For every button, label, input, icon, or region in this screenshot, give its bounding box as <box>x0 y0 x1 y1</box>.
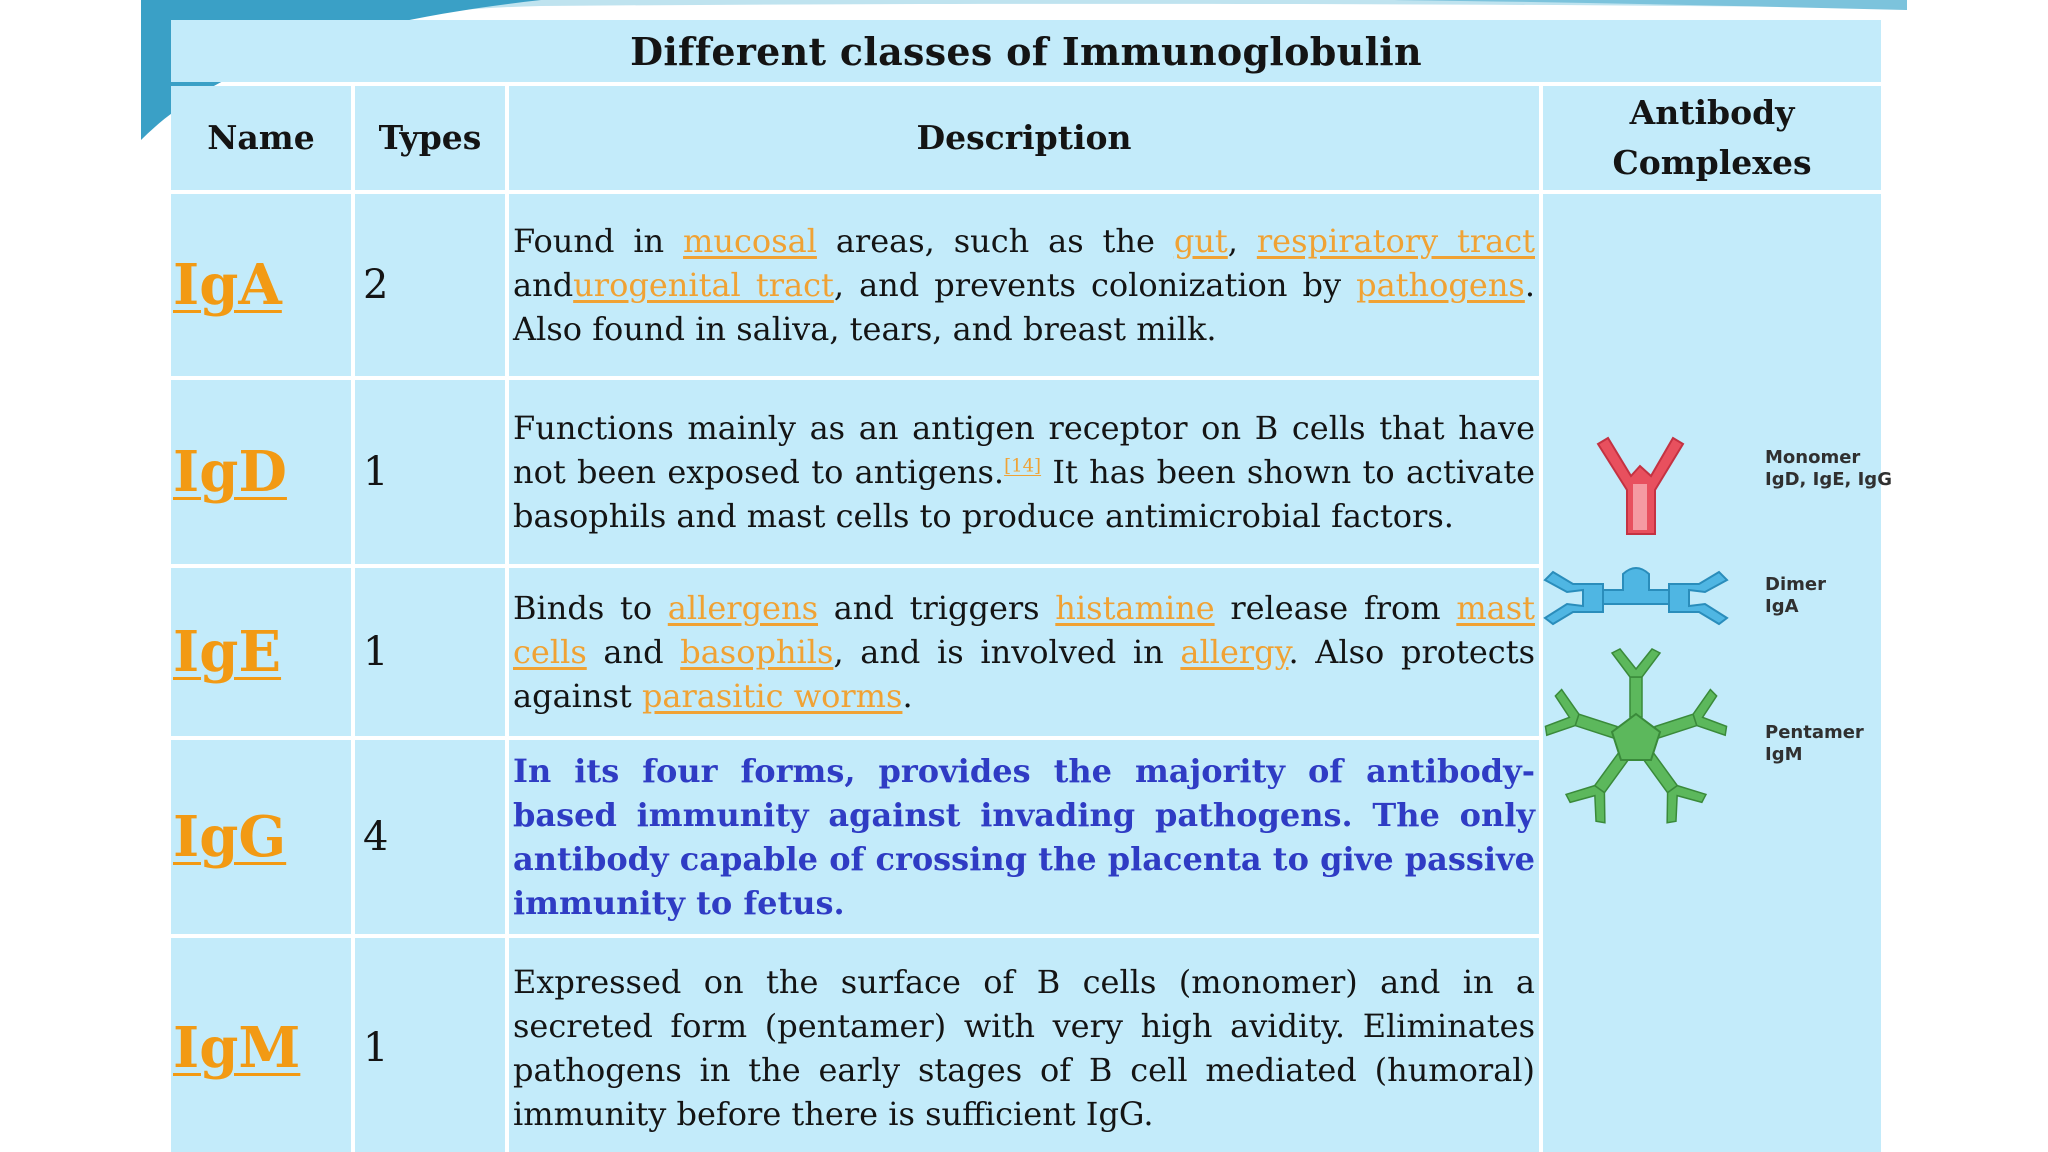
description-link[interactable]: pathogens <box>1356 266 1525 304</box>
immunoglobulin-link[interactable]: IgA <box>173 252 282 318</box>
immunoglobulin-table-wrap <box>167 16 1892 1152</box>
description-text: , <box>1227 222 1257 260</box>
description-text: . <box>902 677 913 715</box>
description-text: Functions mainly as an antigen receptor on B cells that have not been exposed to antigens. <box>513 409 1535 491</box>
table-row <box>171 194 1881 376</box>
complex-label-type: Pentamer <box>1765 722 1864 743</box>
types-cell: 1 <box>355 938 505 1152</box>
description-text: areas, such as the <box>816 222 1174 260</box>
description-text: and <box>586 633 681 671</box>
description-link[interactable]: allergy <box>1180 633 1289 671</box>
complex-label <box>1765 574 1826 618</box>
slide <box>141 0 1907 1152</box>
description-link[interactable]: mucosal <box>683 222 817 260</box>
description-cell <box>509 568 1539 736</box>
types-cell: 2 <box>355 194 505 376</box>
description-link[interactable]: mast cells <box>513 589 1536 671</box>
complex-label-classes: IgD, IgE, IgG <box>1765 469 1892 490</box>
description-cell <box>509 740 1539 934</box>
description-text: Expressed on the surface of B cells (monomer) and in a secreted form (pentamer) with very high avidity. Eliminates pathogens in the early stages of B cell mediated (humoral) immunity before there is sufficient IgG. <box>513 963 1535 1133</box>
complex-label-classes: IgM <box>1765 744 1803 765</box>
immunoglobulin-link[interactable]: IgM <box>173 1015 301 1081</box>
description-cell <box>509 194 1539 376</box>
types-cell: 1 <box>355 568 505 736</box>
antibody-complexes-cell <box>1543 194 1892 1152</box>
citation-link[interactable]: [14] <box>1004 455 1042 477</box>
description-text: and <box>513 266 574 304</box>
pentamer-antibody-icon <box>1543 649 1729 826</box>
description-link[interactable]: allergens <box>667 589 819 627</box>
antibody-diagram <box>1543 194 1881 1152</box>
header-complexes-line1: Antibody <box>1629 93 1795 132</box>
description-text: . Also protects against <box>513 633 1536 715</box>
types-cell: 4 <box>355 740 505 934</box>
description-text: , and prevents colonization by <box>833 266 1357 304</box>
complex-label-type: Dimer <box>1765 574 1826 595</box>
header-antibody-complexes <box>1543 86 1881 190</box>
description-link[interactable]: parasitic worms <box>641 677 903 715</box>
complex-label <box>1765 447 1892 491</box>
antibody-complexes-panel <box>1543 194 1892 1152</box>
name-cell <box>171 194 351 376</box>
monomer-antibody-icon <box>1598 438 1683 534</box>
description-text: In its four forms, provides the majority of antibody-based immunity against invading pathogens. The only antibody capable of crossing the placenta to give passive immunity to fetus. <box>513 752 1535 922</box>
complex-label-type: Monomer <box>1765 447 1861 468</box>
description-link[interactable]: urogenital tract <box>573 266 834 304</box>
complex-label <box>1765 722 1864 766</box>
description-link[interactable]: respiratory tract <box>1256 222 1535 260</box>
description-text: Found in <box>513 222 684 260</box>
description-text: , and is involved in <box>833 633 1181 671</box>
description-text: Binds to <box>513 589 668 627</box>
description-link[interactable]: basophils <box>680 633 834 671</box>
name-cell <box>171 380 351 564</box>
name-cell <box>171 938 351 1152</box>
description-text: and triggers <box>818 589 1056 627</box>
immunoglobulin-link[interactable]: IgG <box>173 804 287 870</box>
immunoglobulin-table <box>167 16 1892 1152</box>
description-text: release from <box>1214 589 1457 627</box>
header-types: Types <box>355 86 505 190</box>
header-name: Name <box>171 86 351 190</box>
complex-label-classes: IgA <box>1765 596 1799 617</box>
header-description: Description <box>509 86 1539 190</box>
immunoglobulin-link[interactable]: IgD <box>173 439 287 505</box>
table-title: Different classes of Immunoglobulin <box>171 20 1881 82</box>
description-link[interactable]: gut <box>1173 222 1228 260</box>
description-text: It has been shown to activate basophils and mast cells to produce antimicrobial factors. <box>513 453 1536 535</box>
header-complexes-line2: Complexes <box>1612 143 1812 182</box>
description-text: . Also found in saliva, tears, and breast milk. <box>513 266 1536 348</box>
name-cell <box>171 740 351 934</box>
description-link[interactable]: histamine <box>1055 589 1215 627</box>
types-cell: 1 <box>355 380 505 564</box>
immunoglobulin-link[interactable]: IgE <box>173 619 282 685</box>
dimer-antibody-icon <box>1545 568 1727 624</box>
description-cell <box>509 938 1539 1152</box>
name-cell <box>171 568 351 736</box>
description-cell <box>509 380 1539 564</box>
